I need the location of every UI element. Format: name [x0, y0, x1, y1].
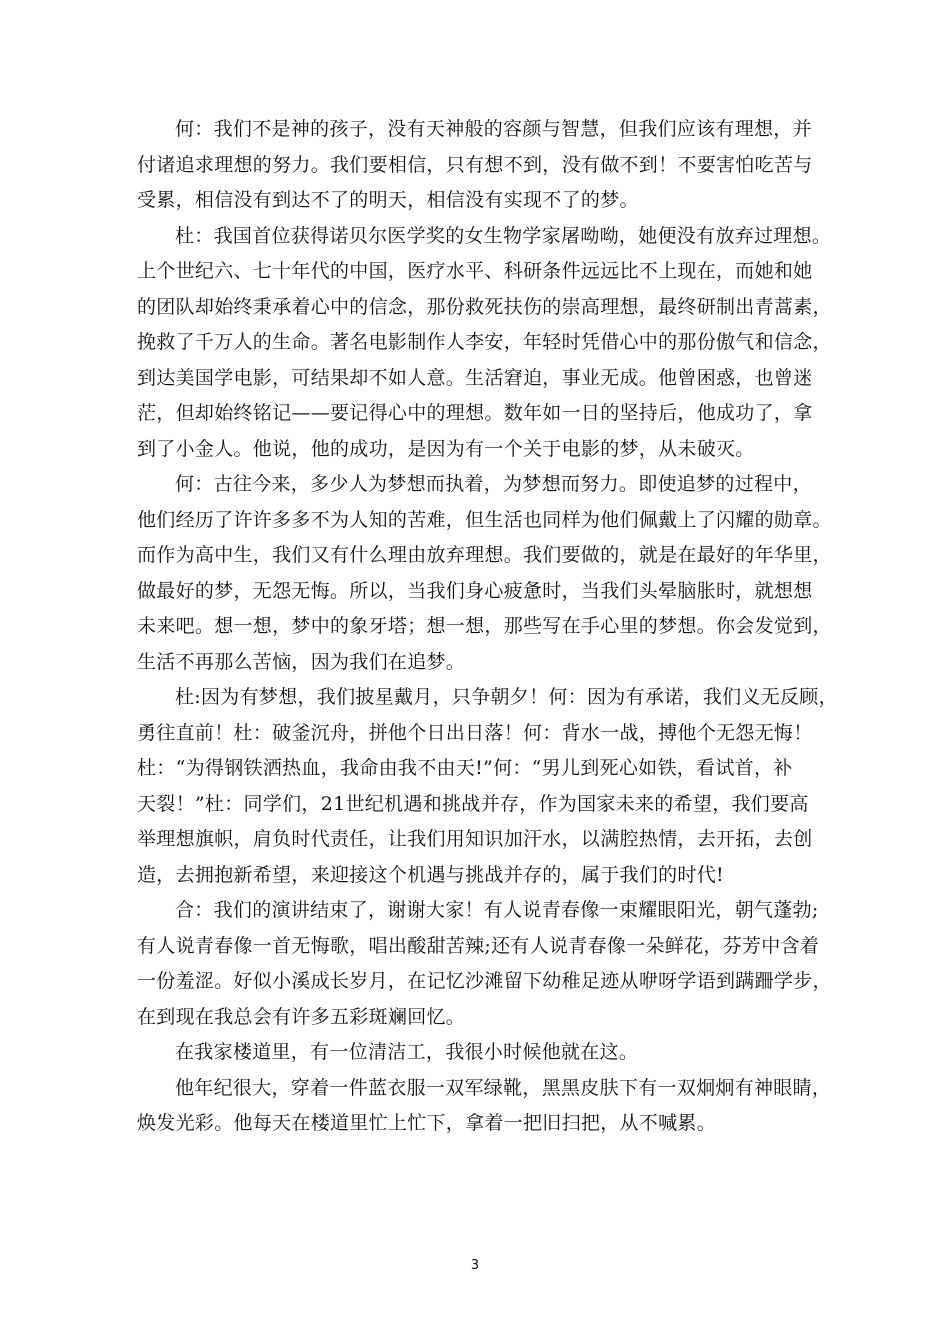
paragraph-line: 的团队却始终秉承着心中的信念，那份救死扶伤的崇高理想，最终研制出青蒿素， [137, 295, 832, 318]
paragraph-line: 有人说青春像一首无悔歌，唱出酸甜苦辣;还有人说青春像一朵鲜花，芬芳中含着 [137, 934, 820, 957]
paragraph-line: 生活不再那么苦恼，因为我们在追梦。 [137, 650, 466, 673]
paragraph-line: 在到现在我总会有许多五彩斑斓回忆。 [137, 1005, 466, 1028]
paragraph-line: 他们经历了许许多多不为人知的苦难，但生活也同样为他们佩戴上了闪耀的勋章。 [137, 508, 832, 531]
paragraph-line: 在我家楼道里，有一位清洁工，我很小时候他就在这。 [175, 1041, 639, 1063]
paragraph-6 [137, 1035, 827, 1071]
paragraph-line: 到达美国学电影，可结果却不如人意。生活窘迫，事业无成。他曾困惑，也曾迷 [137, 366, 813, 389]
paragraph-line: 杜：“为得钢铁洒热血，我命由我不由天!”何：“男儿到死心如铁，看试首，补 [137, 757, 793, 779]
paragraph-line: 焕发光彩。他每天在楼道里忙上忙下，拿着一把旧扫把，从不喊累。 [137, 1112, 717, 1134]
paragraph-line: 何：古往今来，多少人为梦想而执着，为梦想而努力。即使追梦的过程中， [175, 473, 812, 495]
paragraph-line: 挽救了千万人的生命。著名电影制作人李安，年轻时凭借心中的那份傲气和信念， [137, 331, 832, 353]
paragraph-4 [137, 680, 838, 893]
page-number: 3 [470, 1258, 480, 1273]
paragraph-line: 勇往直前！杜：破釜沉舟，拼他个日出日落！何：背水一战，搏他个无怨无悔！ [137, 721, 813, 744]
paragraph-line: 造，去拥抱新希望，来迎接这个机遇与挑战并存的，属于我们的时代! [137, 863, 724, 886]
paragraph-line: 天裂！”杜：同学们，21世纪机遇和挑战并存，作为国家未来的希望，我们要高 [137, 792, 809, 815]
paragraph-line: 举理想旗帜，肩负时代责任，让我们用知识加汗水，以满腔热情，去开拓，去创 [137, 828, 813, 850]
paragraph-line: 他年纪很大，穿着一件蓝衣服一双军绿靴，黑黑皮肤下有一双炯炯有神眼睛， [175, 1076, 832, 1099]
paragraph-line: 到了小金人。他说，他的成功，是因为有一个关于电影的梦，从未破灭。 [137, 437, 755, 460]
paragraph-3 [137, 467, 832, 680]
paragraph-line: 上个世纪六、七十年代的中国，医疗水平、科研条件远远比不上现在，而她和她 [137, 260, 813, 282]
paragraph-1 [137, 112, 827, 219]
paragraph-line: 杜:因为有梦想，我们披星戴月，只争朝夕！何：因为有承诺，我们义无反顾， [175, 686, 838, 708]
paragraph-5 [137, 893, 832, 1035]
paragraph-7 [137, 1071, 832, 1142]
document-body [137, 112, 838, 1142]
paragraph-line: 未来吧。想一想，梦中的象牙塔；想一想，那些写在手心里的梦想。你会发觉到， [137, 615, 832, 637]
paragraph-line: 付诸追求理想的努力。我们要相信，只有想不到，没有做不到！不要害怕吃苦与 [137, 153, 813, 176]
paragraph-line: 杜：我国首位获得诺贝尔医学奖的女生物学家屠呦呦，她便没有放弃过理想。 [175, 224, 832, 247]
paragraph-line: 做最好的梦，无怨无悔。所以，当我们身心疲惫时，当我们头晕脑胀时，就想想 [137, 579, 813, 602]
paragraph-line: 一份羞涩。好似小溪成长岁月，在记忆沙滩留下幼稚足迹从咿呀学语到蹒跚学步， [137, 970, 832, 992]
paragraph-line: 而作为高中生，我们又有什么理由放弃理想。我们要做的，就是在最好的年华里， [137, 544, 832, 566]
paragraph-line: 受累，相信没有到达不了的明天，相信没有实现不了的梦。 [137, 189, 639, 211]
paragraph-line: 何：我们不是神的孩子，没有天神般的容颜与智慧，但我们应该有理想，并 [175, 118, 812, 140]
paragraph-2 [137, 219, 832, 468]
paragraph-line: 茫，但却始终铭记——要记得心中的理想。数年如一日的坚持后，他成功了，拿 [137, 402, 813, 424]
paragraph-line: 合：我们的演讲结束了，谢谢大家！有人说青春像一束耀眼阳光，朝气蓬勃; [175, 899, 819, 921]
